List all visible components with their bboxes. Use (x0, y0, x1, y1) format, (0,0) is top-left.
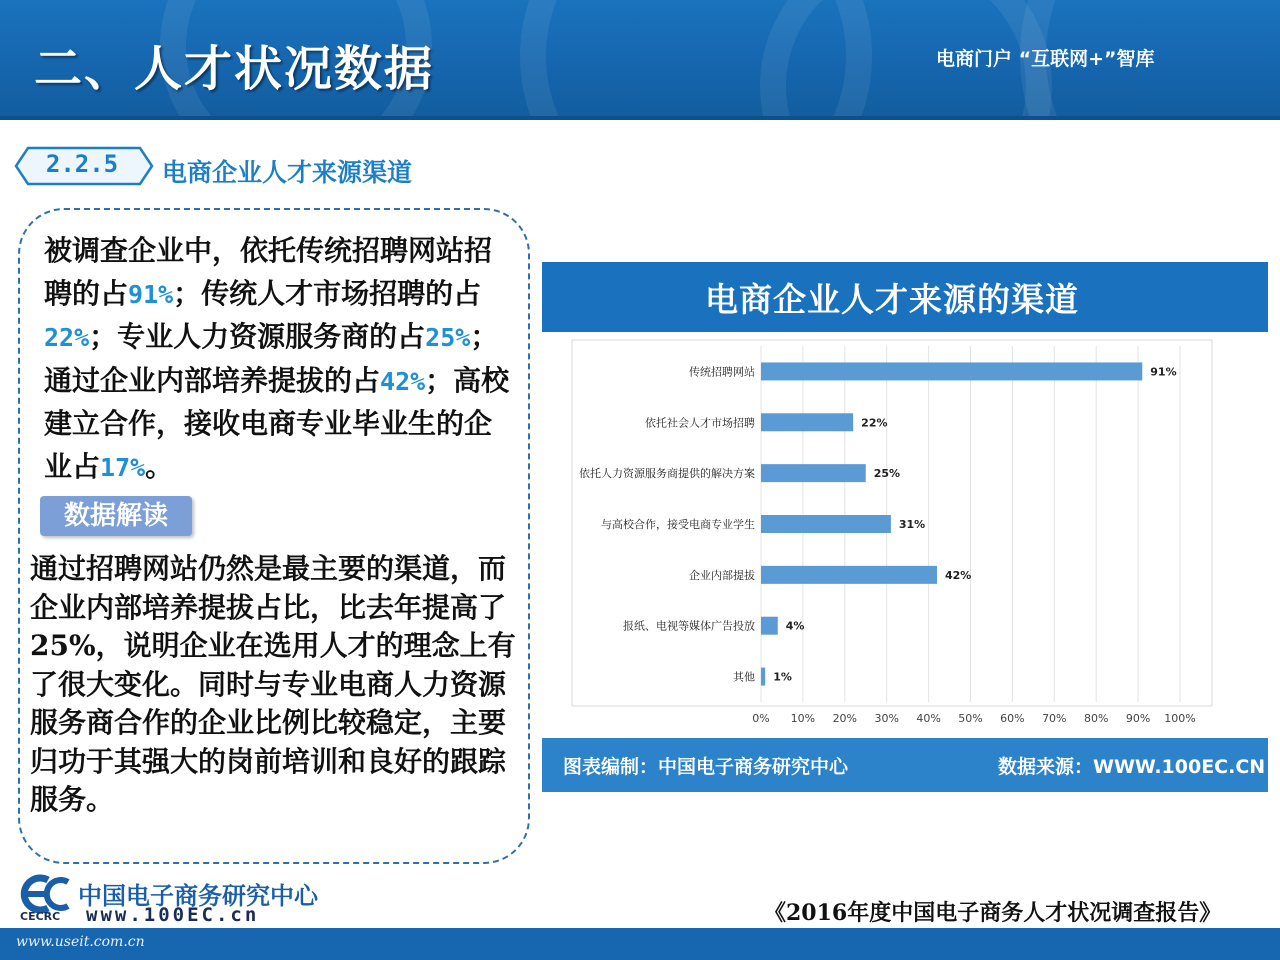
chart-title: 电商企业人才来源的渠道 (705, 280, 1079, 319)
summary-text: ；传统人才市场招聘的占 (173, 276, 482, 310)
chart-bar (761, 464, 866, 482)
report-title: 《2016年度中国电子商务人才状况调查报告》 (764, 900, 1222, 926)
chart-x-tick-label: 10% (790, 712, 816, 725)
chart-category-label: 报纸、电视等媒体广告投放 (623, 619, 755, 633)
chart-x-tick-label: 100% (1164, 712, 1196, 725)
cecrc-logo-icon (18, 874, 76, 914)
chart-bars (761, 362, 1142, 685)
chart-data-label: 22% (861, 416, 888, 430)
summary-paragraph (44, 230, 514, 489)
page-title: 二、人才状况数据 (34, 41, 435, 97)
chart-category-label: 与高校合作，接受电商专业学生 (601, 518, 755, 531)
chart-category-label: 企业内部提拔 (689, 568, 755, 582)
chart-x-tick-label: 40% (916, 712, 941, 725)
chart-labels (579, 364, 1196, 725)
header-divider (0, 116, 1280, 120)
chart-source: 数据来源：WWW.100EC.CN (998, 756, 1266, 778)
chart-x-tick-label: 0% (752, 712, 770, 725)
chart-bar (761, 617, 778, 635)
chart-x-tick-label: 80% (1083, 712, 1109, 725)
chart-data-label: 31% (898, 518, 926, 531)
summary-text: ；高校建立合作，接收电商专业毕业生的企业占 (44, 363, 510, 483)
logo-abbreviation: CECRC (20, 910, 61, 923)
bottom-band (0, 928, 1280, 960)
summary-text: ；通过企业内部培养提拔的占 (44, 320, 499, 397)
interpretation-paragraph: 通过招聘网站仍然是最主要的渠道，而企业内部培养提拔占比，比去年提高了25%，说明企业在选用人才的理念上有了很大变化。同时与专业电商人力资源服务商合作的企业比例比较稳定，主要归功于其强大的岗前培训和良好的跟踪服务。 (30, 552, 516, 816)
chart-data-label: 42% (944, 568, 972, 582)
summary-value: 42% (380, 366, 426, 396)
watermark-text: www.useit.com.cn (16, 934, 145, 950)
chart-bar (761, 362, 1142, 380)
summary-value: 22% (44, 323, 90, 352)
logo-name: 中国电子商务研究中心 (78, 882, 318, 910)
chart-data-label: 1% (773, 670, 792, 684)
chart-x-tick-label: 90% (1125, 712, 1151, 725)
section-title: 电商企业人才来源渠道 (162, 158, 413, 187)
chart-x-tick-label: 30% (874, 712, 899, 725)
chart-x-tick-label: 50% (958, 712, 983, 725)
summary-value: 91% (128, 279, 174, 309)
chart-category-label: 传统招聘网站 (689, 365, 755, 379)
logo-url: www.100EC.cn (86, 904, 260, 926)
chart-data-label: 25% (873, 467, 901, 481)
section-number: 2.2.5 (45, 150, 119, 178)
chart-bar (761, 668, 765, 686)
chart-category-label: 其他 (733, 670, 755, 684)
chart-credit: 图表编制：中国电子商务研究中心 (563, 756, 849, 778)
summary-text: ；专业人力资源服务商的占 (89, 320, 426, 353)
chart-data-label: 91% (1150, 365, 1177, 379)
chart-category-label: 依托人力资源服务商提供的解决方案 (579, 467, 755, 481)
chart-x-tick-label: 70% (1042, 712, 1067, 725)
chart-category-label: 依托社会人才市场招聘 (645, 416, 755, 430)
chart-x-tick-label: 60% (1000, 712, 1025, 725)
chart-bar (761, 515, 891, 533)
summary-value: 17% (100, 452, 146, 482)
chart-bar (761, 413, 853, 431)
header-tagline: 电商门户 “互联网+”智库 (936, 48, 1155, 70)
summary-text: 。 (145, 449, 174, 483)
chart-bar (761, 566, 937, 584)
chart-x-tick-label: 20% (832, 712, 858, 725)
summary-value: 25% (425, 323, 471, 352)
bar-chart (542, 332, 1268, 738)
summary-text: 被调查企业中，依托传统招聘网站招聘的占 (44, 234, 493, 310)
interpretation-badge: 数据解读 (40, 496, 192, 536)
chart-data-label: 4% (785, 619, 805, 633)
